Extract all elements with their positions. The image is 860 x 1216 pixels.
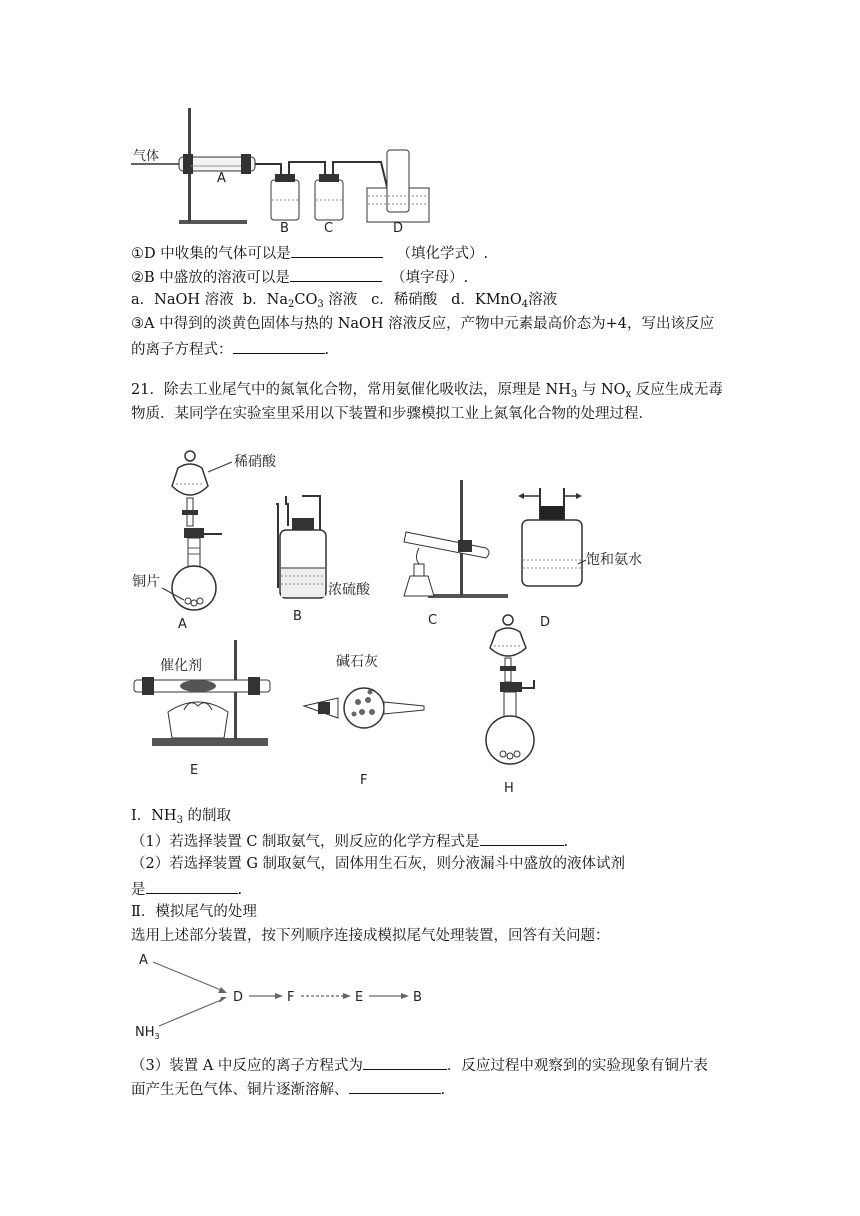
q21-sub2-line2: 是 . xyxy=(131,878,242,900)
q20-options: a．NaOH 溶液 b．$Na_2CO_3$ 溶液 c．稀硝酸 d．KMnO$_4$溶液 xyxy=(131,292,558,310)
answer-blank[interactable] xyxy=(233,338,325,354)
label-f: F xyxy=(360,773,368,788)
q20-item2: ②B 中盛放的溶液可以是 （填字母）. xyxy=(131,266,468,288)
label-saturated-ammonia: 饱和氨水 xyxy=(586,552,642,568)
q21-intro-line1: 21．除去工业尾气中的氮氧化合物，常用氨催化吸收法，原理是 $NH_3$ 与 $NO_x$ 反应生成无毒 xyxy=(131,382,723,400)
answer-blank[interactable] xyxy=(290,266,382,282)
gas-label: 气体 xyxy=(133,149,160,164)
fig1-label-b: B xyxy=(280,221,289,235)
label-dilute-nitric-acid: 稀硝酸 xyxy=(234,454,276,470)
q21-sub1: （1）若选择装置 C 制取氨气，则反应的化学方程式是 . xyxy=(131,830,568,852)
fig1-label-a: A xyxy=(217,171,226,186)
flow-node-d: D xyxy=(233,990,244,1005)
q21-sub2-line1: （2）若选择装置 G 制取氨气，固体用生石灰，则分液漏斗中盛放的液体试剂 xyxy=(131,856,626,872)
answer-blank[interactable] xyxy=(291,242,383,258)
label-c: C xyxy=(428,613,438,628)
q21-sub3-line1: （3）装置 A 中反应的离子方程式为 ．反应过程中观察到的实验现象有铜片表 xyxy=(131,1054,708,1076)
flow-node-nh3: $NH_3$ xyxy=(135,1025,160,1041)
part2-intro: 选用上述部分装置，按下列顺序连接成模拟尾气处理装置，回答有关问题： xyxy=(131,928,610,944)
answer-blank[interactable] xyxy=(480,830,564,846)
answer-blank[interactable] xyxy=(363,1054,447,1070)
q20-item1: ①D 中收集的气体可以是 （填化学式）. xyxy=(131,242,488,264)
label-conc-sulfuric-acid: 浓硫酸 xyxy=(328,582,370,598)
answer-blank[interactable] xyxy=(349,1078,441,1094)
q21-intro-line2: 物质．某同学在实验室里采用以下装置和步骤模拟工业上氮氧化合物的处理过程． xyxy=(131,406,653,422)
fig1-label-d: D xyxy=(393,221,404,235)
figure1-apparatus xyxy=(131,100,431,235)
label-b: B xyxy=(293,609,302,624)
flow-node-e: E xyxy=(355,990,364,1005)
label-e: E xyxy=(190,763,199,778)
q21-sub3-line2: 面产生无色气体、铜片逐渐溶解、 . xyxy=(131,1078,445,1100)
label-h: H xyxy=(504,781,514,796)
label-soda-lime: 碱石灰 xyxy=(336,654,378,670)
answer-blank[interactable] xyxy=(146,878,238,894)
flow-diagram xyxy=(131,948,431,1046)
label-catalyst: 催化剂 xyxy=(160,658,202,674)
part1-title: Ⅰ．$NH_3$ 的制取 xyxy=(131,808,232,826)
q20-item3-line1: ③A 中得到的淡黄色固体与热的 NaOH 溶液反应，产物中元素最高价态为+4，写出该反应 xyxy=(131,316,715,332)
label-d: D xyxy=(540,615,551,630)
figure2-apparatus xyxy=(128,448,668,800)
flow-node-f: F xyxy=(287,990,295,1005)
part2-title: Ⅱ．模拟尾气的处理 xyxy=(131,904,257,920)
q20-item3-line2: 的离子方程式： . xyxy=(131,338,329,360)
label-copper-pieces: 铜片 xyxy=(132,574,160,590)
label-a: A xyxy=(178,617,187,632)
fig1-label-c: C xyxy=(324,221,334,235)
flow-node-b: B xyxy=(413,990,422,1005)
flow-node-a: A xyxy=(139,953,148,968)
